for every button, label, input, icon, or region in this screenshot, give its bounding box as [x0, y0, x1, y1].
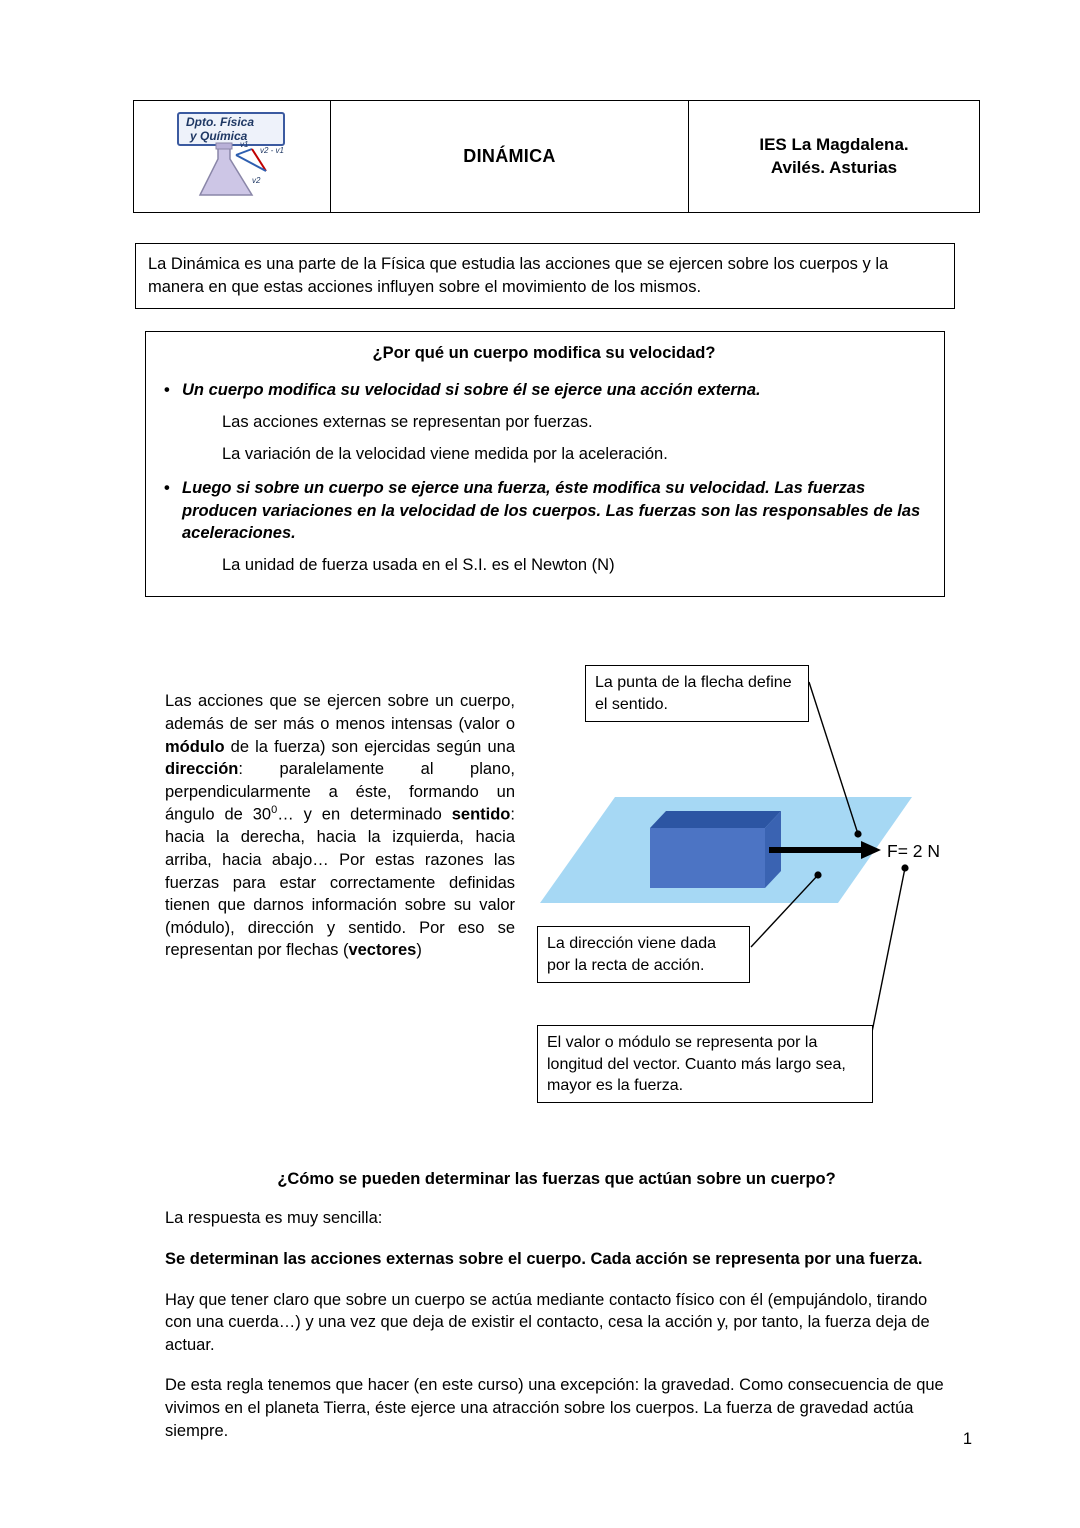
flask-icon: [200, 147, 252, 195]
determine-intro: La respuesta es muy sencilla:: [165, 1209, 383, 1228]
force-vector-diagram: [513, 660, 975, 1142]
paragraph-text: : paralelamente al plano, perpendicularmente a éste, formando un ángulo de 30: [165, 760, 515, 824]
school-name-line2: Avilés. Asturias: [770, 157, 898, 177]
determine-heading: ¿Cómo se pueden determinar las fuerzas que actúan sobre un cuerpo?: [277, 1170, 836, 1189]
logo-text-line2: y Química: [190, 128, 248, 143]
paragraph-text: : hacia la derecha, hacia la izquierda, hacia arriba, hacia abajo… Por estas razones las fuerzas para estar correctamente definidas tienen que darnos información sobre su valor (módulo), dirección y sentido. Por eso se representan por flechas (: [165, 805, 515, 960]
header-logo-cell: [134, 101, 331, 212]
connector-dot-modulo: [901, 865, 908, 872]
page-content: [133, 100, 980, 1442]
velocity-box-title: ¿Por qué un cuerpo modifica su velocidad?: [372, 343, 716, 362]
connector-dot-sentido: [854, 831, 861, 838]
determine-bold-statement: Se determinan las acciones externas sobre el cuerpo. Cada acción se representa por una fuerza.: [165, 1249, 923, 1268]
paragraph-text: … y en determinado: [277, 805, 452, 824]
sub-item: Las acciones externas se representan por fuerzas.: [222, 412, 593, 431]
vector-v2-label: v2: [252, 175, 261, 185]
bullet1-text: Un cuerpo modifica su velocidad si sobre él se ejerce una acción externa.: [182, 380, 761, 399]
school-name: [689, 101, 979, 212]
bullet-item: [160, 379, 928, 401]
intro-text: La Dinámica es una parte de la Física que estudia las acciones que se ejercen sobre los cuerpos y la manera en que estas acciones influyen sobre el movimiento de los mismos.: [148, 255, 889, 296]
department-logo: [156, 109, 308, 205]
paragraph-text: de la fuerza) son ejercidas según una: [224, 737, 515, 756]
paragraph-text: ): [416, 941, 422, 960]
box-front-face: [650, 828, 765, 888]
bullet-marker: •: [164, 479, 170, 498]
vector-section: [133, 660, 980, 1142]
header-table: [133, 100, 980, 213]
intro-box: [135, 243, 955, 309]
bullet-marker: •: [164, 380, 170, 399]
paragraph-bold-modulo: módulo: [165, 737, 225, 756]
paragraph-bold-direccion: dirección: [165, 760, 239, 779]
determine-paragraph-1: Hay que tener claro que sobre un cuerpo se actúa mediante contacto físico con él (empujándolo, tirando con una cuerda…) y una vez que deja de existir el contacto, cesa la acción y, por tanto, la fuerza deja de actuar.: [165, 1290, 930, 1354]
vector-v2v1-label: v2 - v1: [260, 145, 285, 155]
flask-neck: [216, 143, 232, 149]
paragraph-bold-vectores: vectores: [348, 941, 417, 960]
superscript-zero: 0: [271, 804, 278, 817]
callout-modulo: El valor o módulo se representa por la longitud del vector. Cuanto más largo sea, mayor es la fuerza.: [537, 1025, 873, 1102]
paragraph-text: Las acciones que se ejercen sobre un cuerpo, además de ser más o menos intensas (valor o: [165, 692, 515, 733]
document-title: DINÁMICA: [331, 101, 689, 212]
sub-item: La variación de la velocidad viene medida por la aceleración.: [222, 445, 668, 464]
sub-item: La unidad de fuerza usada en el S.I. es el Newton (N): [222, 556, 615, 575]
callout-direccion: La dirección viene dada por la recta de acción.: [537, 926, 750, 982]
callout-sentido: La punta de la flecha define el sentido.: [585, 665, 809, 721]
bullet-item: [160, 477, 928, 544]
velocity-box: [145, 331, 945, 598]
school-name-line1: IES La Magdalena.: [759, 135, 909, 155]
logo-graphic: [156, 109, 308, 205]
determine-paragraph-2: De esta regla tenemos que hacer (en este curso) una excepción: la gravedad. Como consecuencia de que vivimos en el planeta Tierra, éste ejerce una atracción sobre los cuerpos. La fuerza de gravedad actúa siempre.: [165, 1376, 944, 1440]
vector-v1-label: v1: [240, 139, 249, 149]
logo-text-line1: Dpto. Física: [186, 114, 255, 129]
page-number: 1: [962, 1430, 972, 1448]
bullet2-text: Luego si sobre un cuerpo se ejerce una fuerza, éste modifica su velocidad. Las fuerzas producen variaciones en la velocidad de los cuerpos. Las fuerzas son las responsables de las aceleraciones.: [182, 479, 921, 542]
force-label: F= 2 N: [887, 841, 941, 862]
vector-paragraph: [165, 690, 515, 962]
connector-line-modulo: [871, 868, 905, 1037]
vector-v1-arrow: [236, 149, 252, 155]
box-top-face: [650, 811, 781, 828]
paragraph-bold-sentido: sentido: [451, 805, 511, 824]
connector-dot-direccion: [814, 872, 821, 879]
